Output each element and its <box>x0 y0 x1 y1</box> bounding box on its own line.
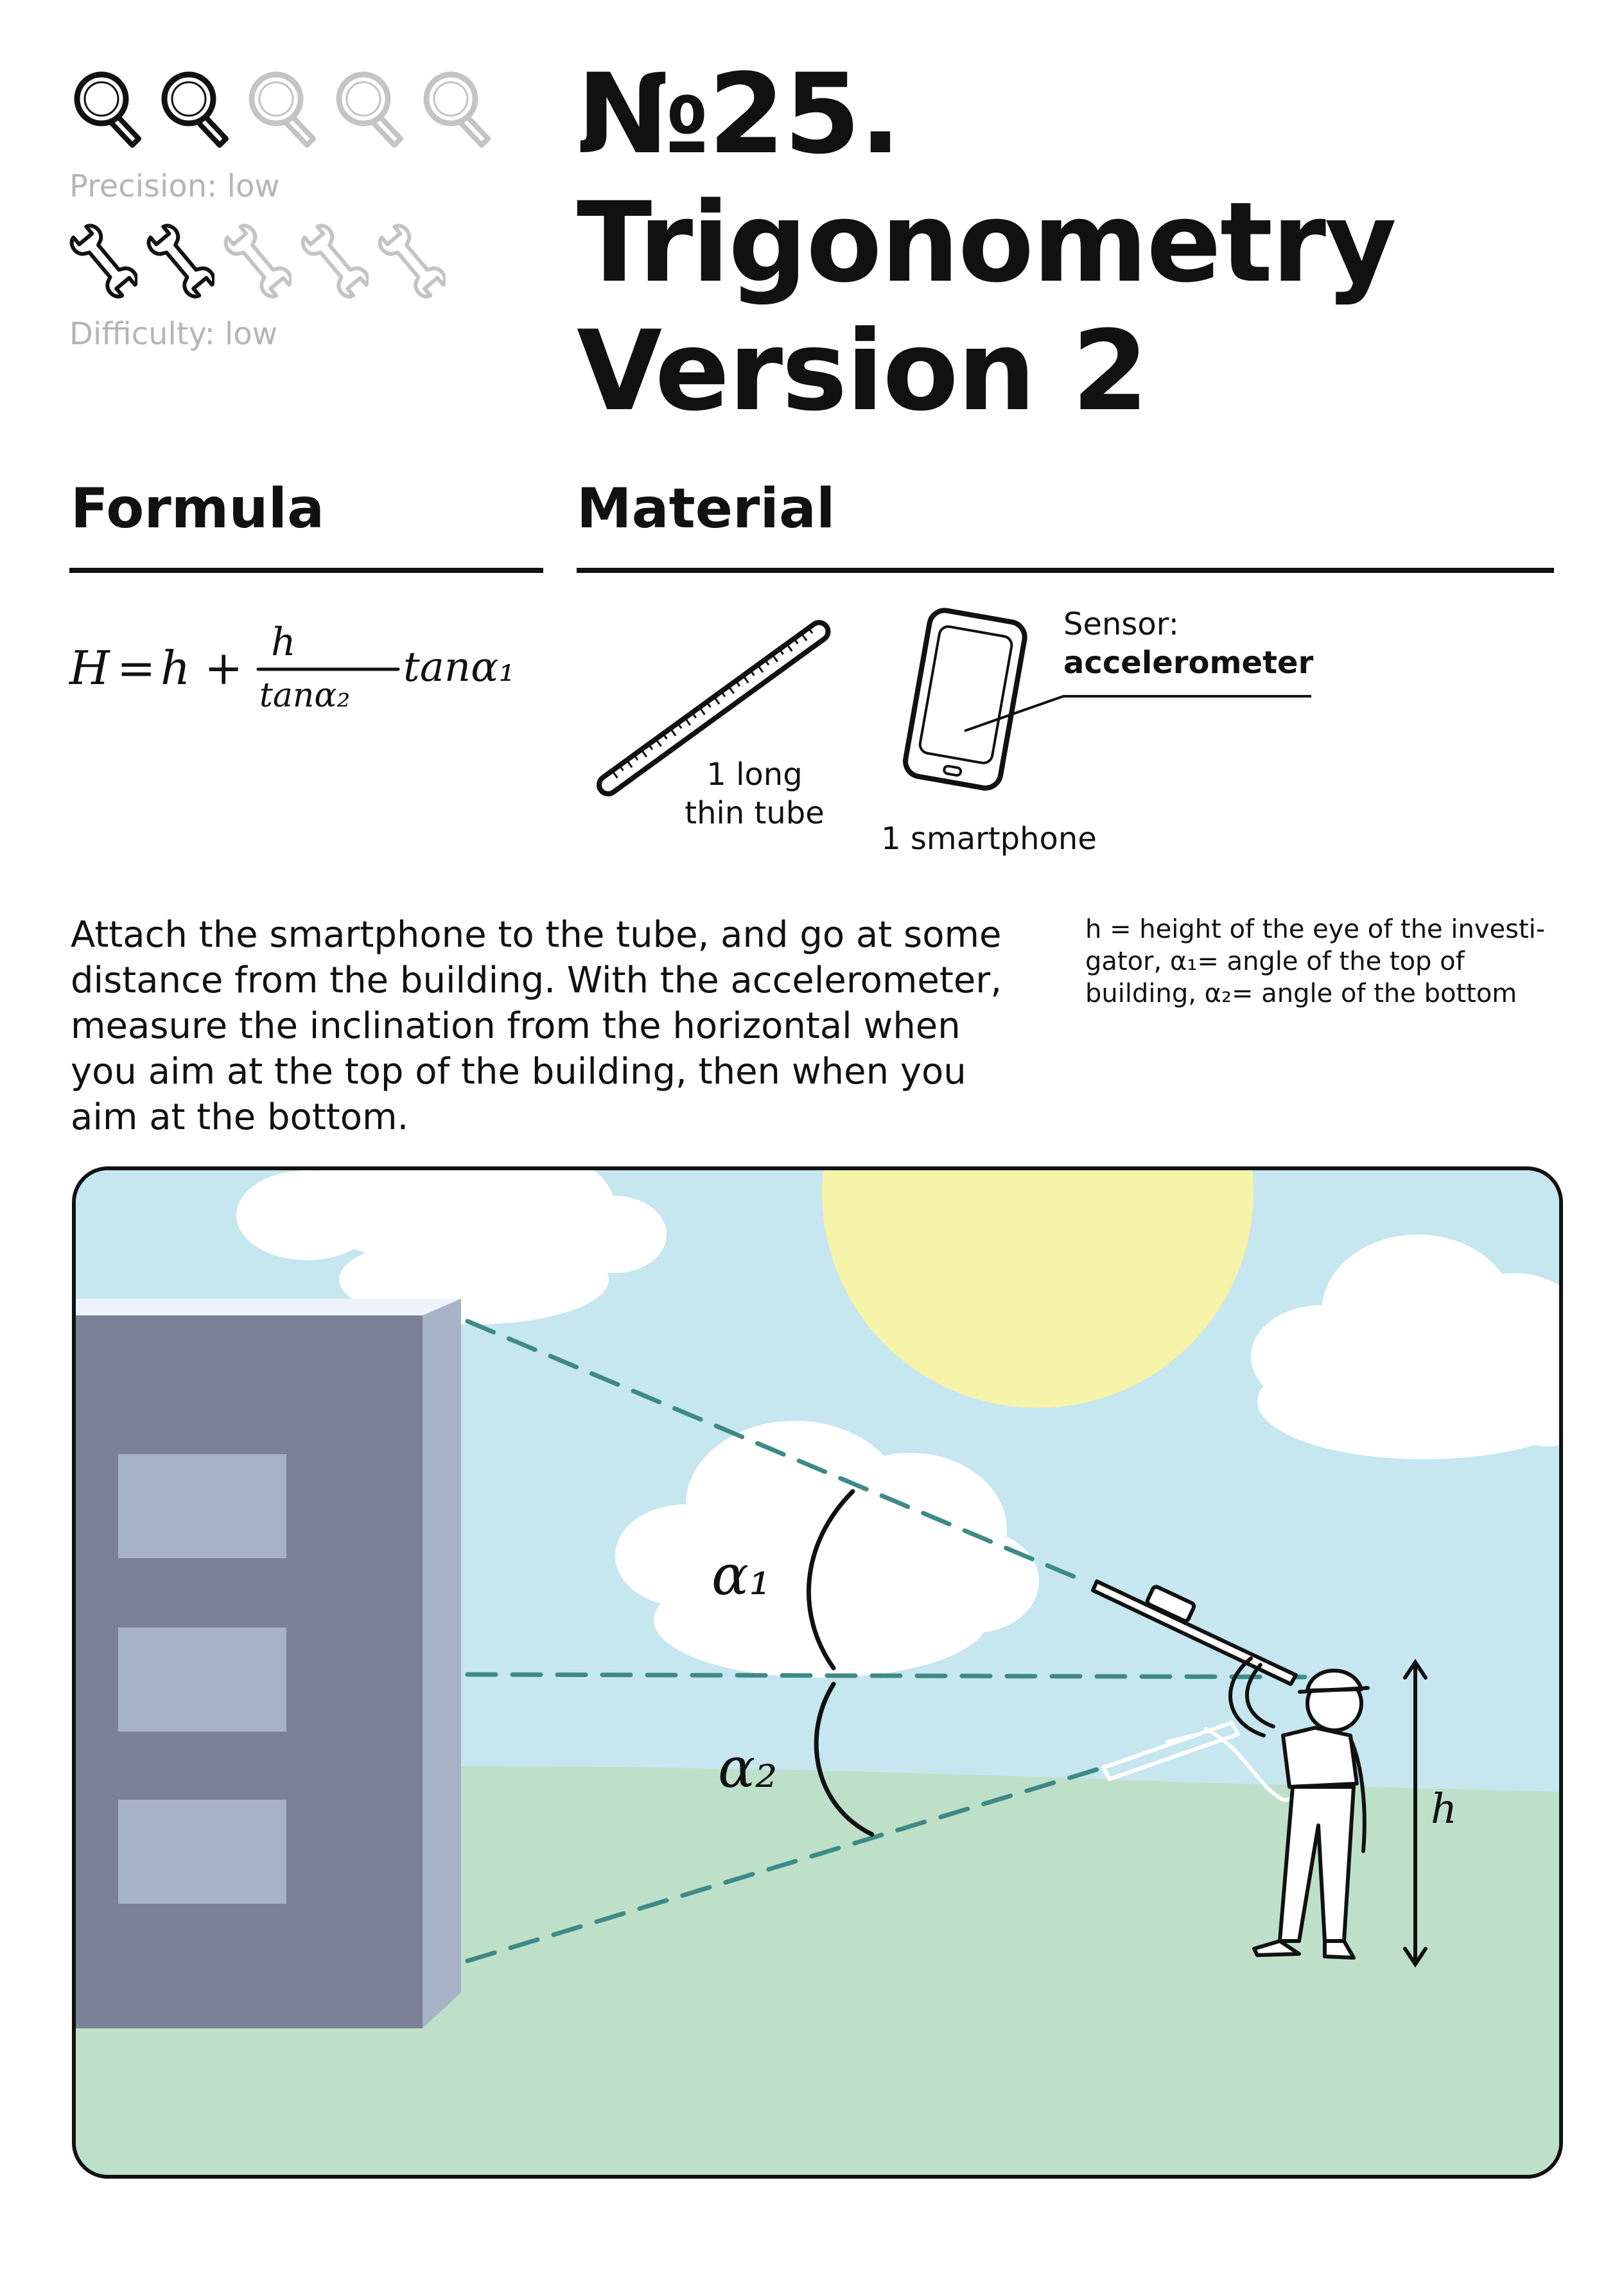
difficulty-rating <box>69 218 446 302</box>
smartphone-label: 1 smartphone <box>881 821 1097 857</box>
title-number: №25. <box>577 49 900 179</box>
wrench-icon <box>378 218 446 302</box>
legend-line: building, α₂= angle of the bottom <box>1085 979 1517 1008</box>
tube-label-line-2: thin tube <box>685 795 825 831</box>
magnifier-icon <box>157 67 235 150</box>
wrench-icon <box>223 218 292 302</box>
precision-rating <box>69 67 497 150</box>
instructions-line: aim at the bottom. <box>71 1096 409 1138</box>
legend-line: h = height of the eye of the investi- <box>1085 915 1546 944</box>
formula <box>64 610 572 726</box>
formula-h: h <box>161 641 191 695</box>
magnifier-icon <box>244 67 322 150</box>
wrench-icon <box>301 218 369 302</box>
building-window <box>118 1800 286 1904</box>
label-alpha1: α₁ <box>712 1543 771 1608</box>
formula-plus: + <box>204 641 243 695</box>
material-heading: Material <box>577 477 835 541</box>
illustration-panel <box>72 1166 1563 2179</box>
magnifier-icon <box>69 67 148 150</box>
page-title <box>577 50 1578 435</box>
sensor-name: accelerometer <box>1063 645 1314 681</box>
wrench-icon <box>146 218 214 302</box>
label-alpha2: α₂ <box>718 1736 778 1800</box>
formula-heading: Formula <box>71 477 325 541</box>
title-version: Version 2 <box>577 306 1148 435</box>
sensor-prefix: Sensor: <box>1063 606 1179 642</box>
tube-label <box>661 755 848 832</box>
tube-label-line-1: 1 long <box>706 757 803 793</box>
legend-line: gator, α₁= angle of the top of <box>1085 947 1465 976</box>
formula-divider <box>69 568 543 573</box>
material-divider <box>577 568 1554 573</box>
wrench-icon <box>69 218 137 302</box>
label-h: h <box>1431 1786 1458 1833</box>
sensor-callout-line <box>957 681 1316 739</box>
instructions-line: Attach the smartphone to the tube, and go at some <box>71 914 1002 956</box>
precision-label: Precision: low <box>69 168 280 204</box>
instructions <box>71 912 1072 1140</box>
building-window <box>118 1454 286 1558</box>
variable-legend <box>1085 913 1573 1010</box>
formula-numerator: h <box>271 620 296 665</box>
building-top <box>76 1299 461 1315</box>
formula-denominator: tanα₂ <box>259 676 351 715</box>
instructions-line: distance from the building. With the accelerometer, <box>71 960 1002 1001</box>
magnifier-icon <box>419 67 497 150</box>
illustration <box>76 1170 1559 2175</box>
building-side <box>423 1299 461 2028</box>
formula-trailing: tanα₁ <box>403 644 515 691</box>
title-topic: Trigonometry <box>577 178 1396 307</box>
difficulty-label: Difficulty: low <box>69 316 277 352</box>
magnifier-icon <box>331 67 410 150</box>
instructions-line: measure the inclination from the horizontal when <box>71 1005 961 1047</box>
formula-equals: = <box>117 641 156 695</box>
formula-lhs: H <box>69 641 110 695</box>
building-window <box>118 1628 286 1732</box>
instructions-line: you aim at the top of the building, then when you <box>71 1051 966 1093</box>
